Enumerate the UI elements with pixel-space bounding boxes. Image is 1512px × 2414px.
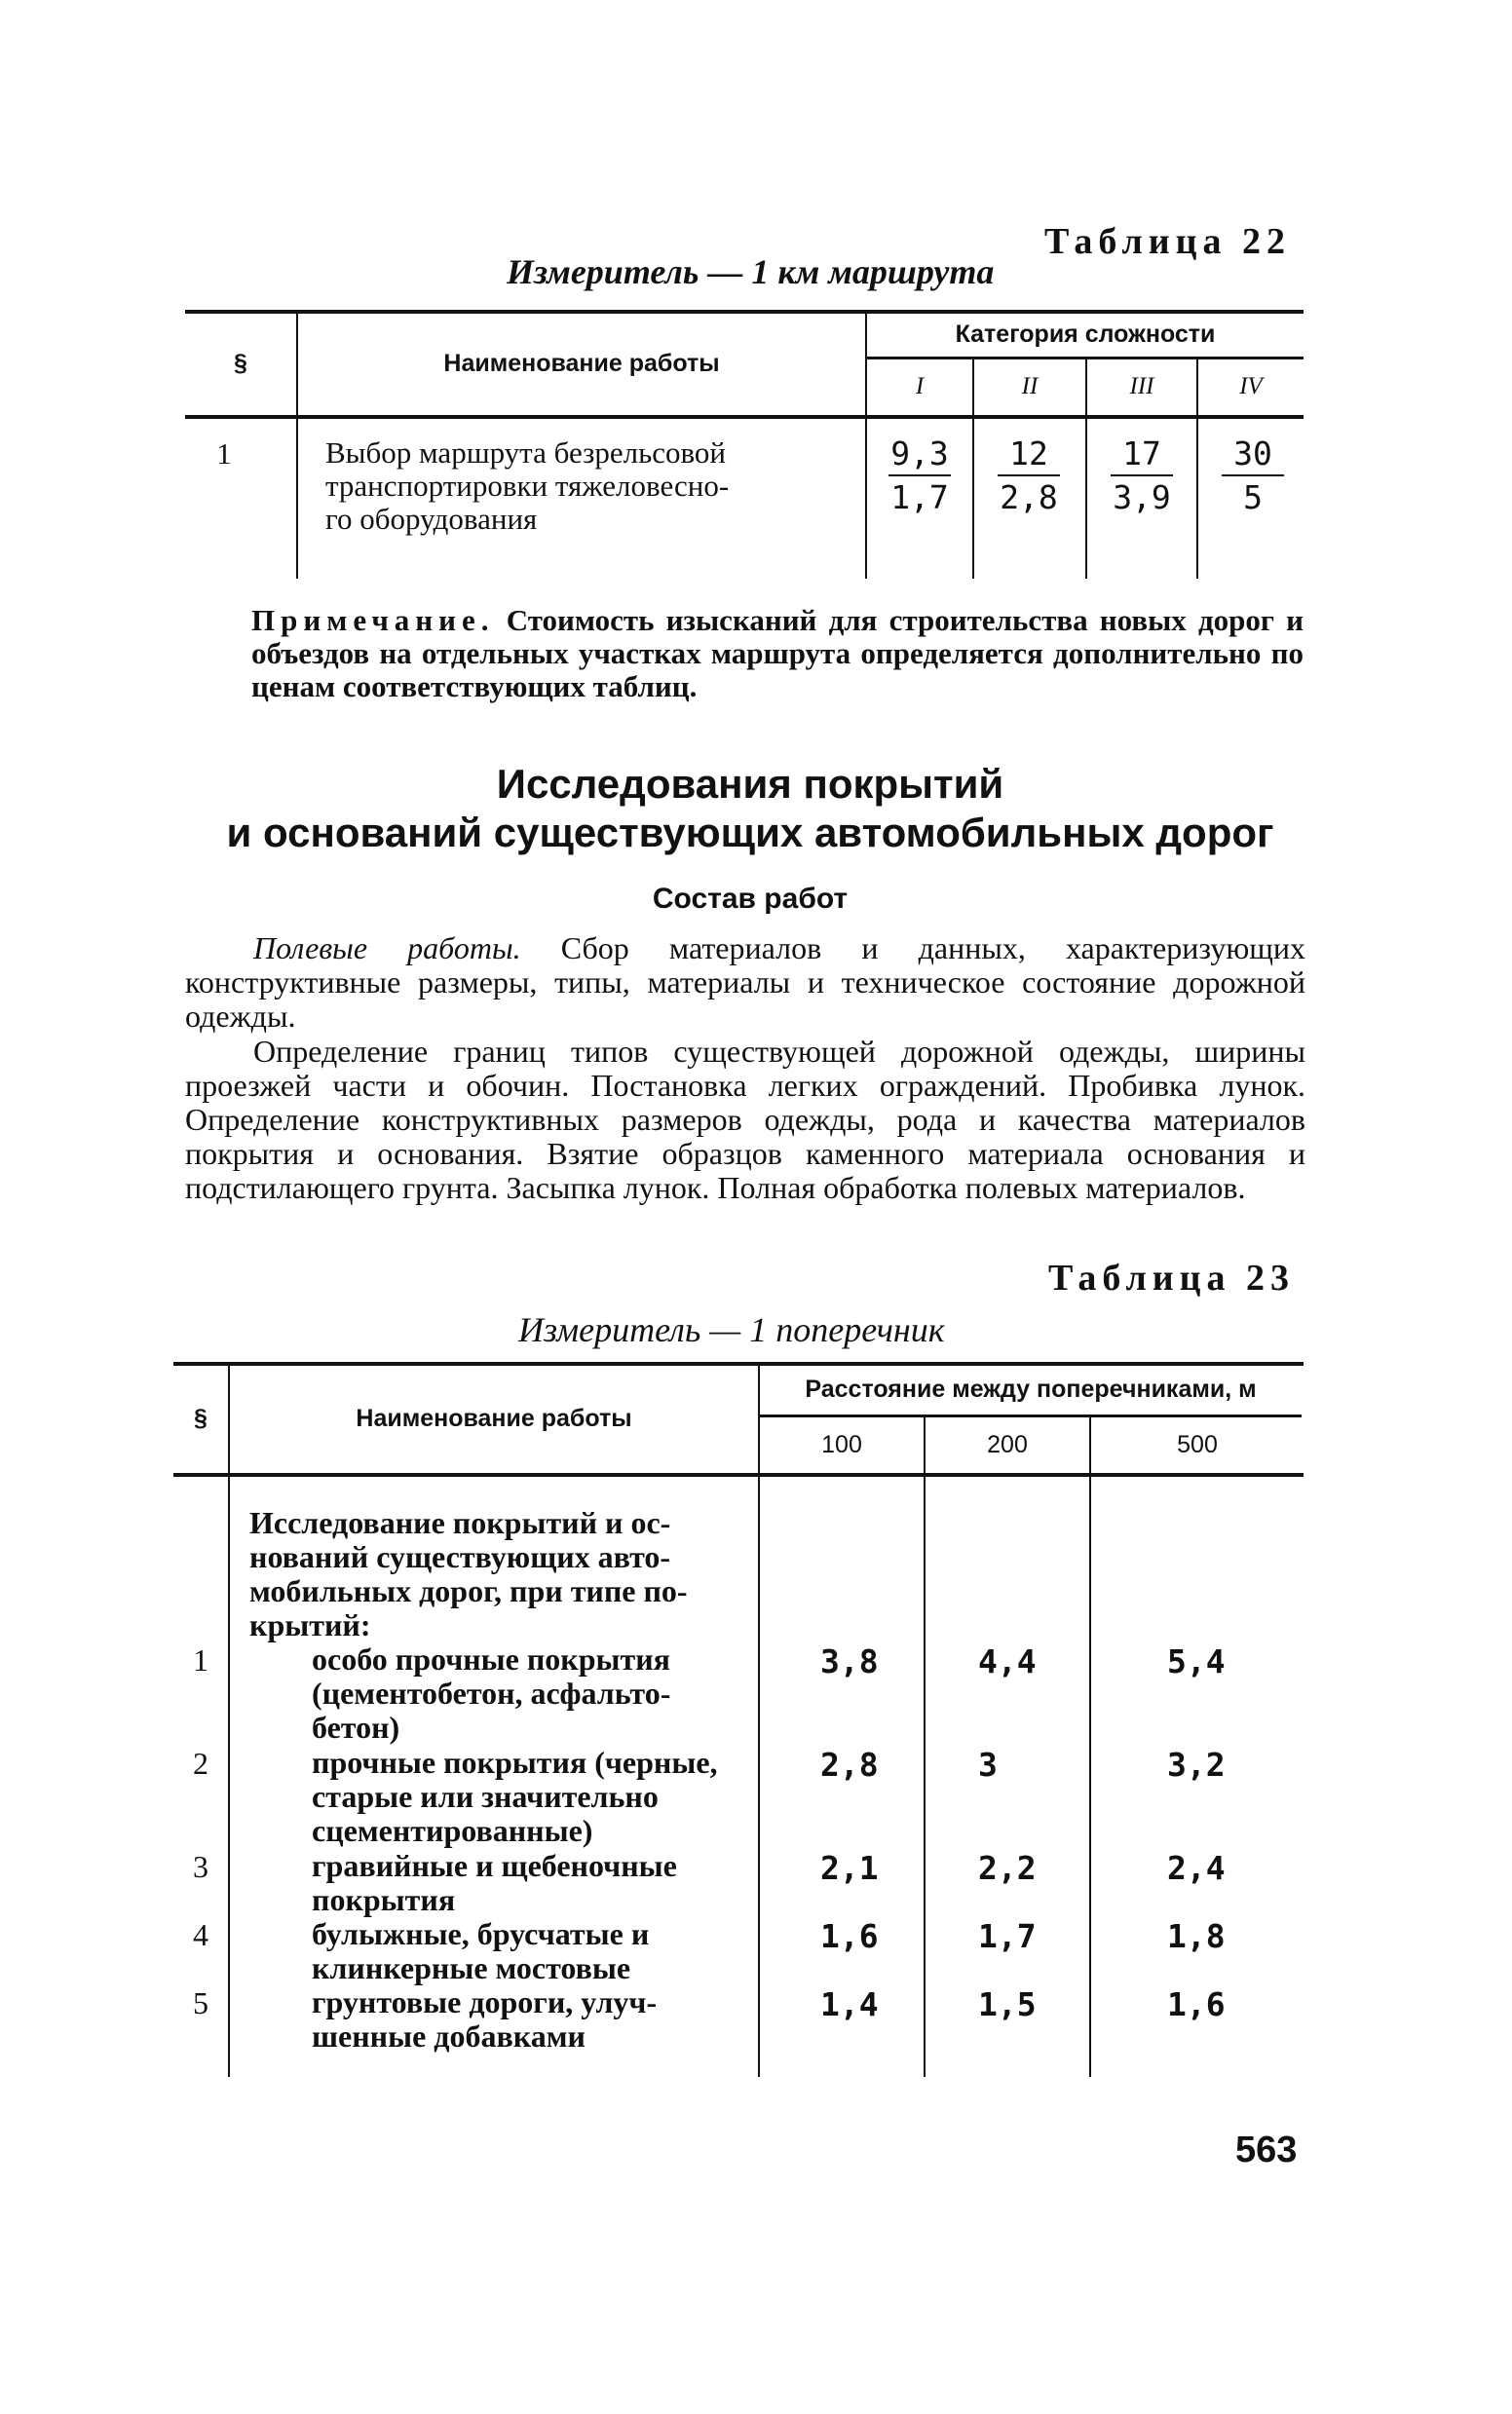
- table-23-row-index: 5: [193, 1985, 208, 2020]
- table-23-intro-line: Исследование покрытий и ос-: [249, 1505, 671, 1540]
- table-23-measure: Измеритель — 1 поперечник: [518, 1310, 945, 1349]
- fraction-bar: [998, 474, 1060, 476]
- table-23-value-200: 2,2: [978, 1849, 1037, 1887]
- paragraph-text: Сбор материалов и данных, характеризующих конструктивные размеры, типы, материалы и техническое состояние дорожной одежды.: [185, 930, 1306, 1034]
- table-23-row-name-line: гравийные и щебеночные: [312, 1848, 677, 1883]
- table-23-value-100: 2,1: [820, 1849, 879, 1887]
- page-number: 563: [1235, 2130, 1298, 2170]
- table-23-row-name-line: клинкерные мостовые: [312, 1950, 631, 1985]
- fraction-numerator: 9,3: [890, 434, 949, 472]
- table-22-value-cat-4: [1216, 434, 1290, 516]
- fraction-bar: [888, 474, 951, 476]
- table-23-header-dist-200: 200: [987, 1430, 1028, 1458]
- table-22-note: [251, 604, 1304, 703]
- table-23-row-name-line: булыжные, брусчатые и: [312, 1916, 650, 1951]
- table-23-value-100: 1,4: [820, 1985, 879, 2023]
- table-23-value-200: 1,7: [978, 1917, 1037, 1955]
- paragraph-work-list: Определение границ типов существующей дорожной одежды, ширины проезжей части и обочин. Постановка легких ограждений. Пробивка лунок. Определение конструктивных размеров одежды, рода и качества материалов покрытия и основания. Взятие образцов каменного материала основания и подстилающего грунта. Засыпка лунок. Полная обработка полевых материалов.: [185, 1034, 1305, 1205]
- table-23-row-name: [312, 1746, 750, 1848]
- paragraph-lead: Полевые работы.: [253, 930, 521, 965]
- table-23-row-name: [312, 1642, 750, 1745]
- fraction-bar: [1111, 474, 1173, 476]
- table-23-row-name-line: грунтовые дороги, улуч-: [312, 1984, 658, 2019]
- table-22-header-cat-4: IV: [1239, 373, 1263, 399]
- table-23-row-name-line: сцементированные): [312, 1813, 593, 1848]
- fraction-numerator: 17: [1122, 434, 1161, 472]
- table-23-value-100: 2,8: [820, 1746, 879, 1784]
- table-22-value-cat-3: [1105, 434, 1179, 516]
- table-22-header-name: Наименование работы: [443, 349, 720, 377]
- table-22-row-name-line: го оборудования: [325, 502, 538, 536]
- table-23-value-500: 1,8: [1167, 1917, 1226, 1955]
- table-22-caption: Таблица 22: [1044, 221, 1292, 262]
- section-title-line-2: и оснований существующих автомобильных дорог: [226, 810, 1274, 855]
- table-22-header-bottom-rule: [185, 415, 1304, 419]
- fraction-denominator: 2,8: [1000, 478, 1058, 516]
- table-23-value-200: 3: [978, 1746, 998, 1784]
- table-23-row-index: 3: [193, 1849, 208, 1884]
- table-22-value-cat-1: [883, 434, 957, 516]
- table-23-row-name: [312, 1985, 750, 2054]
- table-23-intro-line: крытий:: [249, 1607, 371, 1642]
- section-title-line-1: Исследования покрытий: [496, 761, 1004, 807]
- table-23-row-name-line: шенные добавками: [312, 2018, 586, 2054]
- table-23-vrule: [924, 1416, 926, 2077]
- fraction-denominator: 3,9: [1113, 478, 1171, 516]
- table-23-row-name-line: прочные покрытия (черные,: [312, 1745, 718, 1780]
- paragraph-field-work: [185, 931, 1305, 1034]
- table-23-caption: Таблица 23: [1048, 1258, 1296, 1299]
- table-22-header-section: §: [234, 349, 247, 377]
- table-23-header-dist-500: 500: [1177, 1430, 1218, 1458]
- table-23-row-name-line: особо прочные покрытия: [312, 1641, 670, 1677]
- table-22-value-cat-2: [992, 434, 1066, 516]
- fraction-numerator: 30: [1233, 434, 1272, 472]
- table-22-row-name-line: Выбор маршрута безрельсовой: [325, 435, 726, 470]
- table-23-value-100: 3,8: [820, 1642, 879, 1680]
- table-23-header-name: Наименование работы: [356, 1404, 632, 1432]
- table-23-header-section: §: [194, 1404, 208, 1432]
- table-22-header-cat-2: II: [1021, 373, 1039, 399]
- table-23-value-100: 1,6: [820, 1917, 879, 1955]
- fraction-bar: [1222, 474, 1284, 476]
- table-23-row-index: 1: [193, 1642, 208, 1678]
- table-23-header-dist-100: 100: [821, 1430, 862, 1458]
- table-23-header-bottom-rule: [173, 1473, 1304, 1477]
- table-23-intro-line: мобильных дорог, при типе по-: [249, 1573, 688, 1608]
- fraction-denominator: 5: [1243, 478, 1263, 516]
- table-23-value-200: 1,5: [978, 1985, 1037, 2023]
- fraction-numerator: 12: [1009, 434, 1048, 472]
- table-23-row-name-line: покрытия: [312, 1882, 456, 1917]
- table-22-measure: Измеритель — 1 км маршрута: [507, 252, 995, 291]
- table-22-row-name-line: транспортировки тяжеловесно-: [325, 469, 730, 503]
- table-23-value-500: 5,4: [1167, 1642, 1226, 1680]
- table-23-row-name-line: старые или значительно: [312, 1779, 659, 1814]
- note-text: Стоимость изысканий для строительства новых дорог и объездов на отдельных участках маршрута определяется дополнительно по ценам соответствующих таблиц.: [251, 603, 1304, 703]
- table-23-row-name-line: (цементобетон, асфальто-: [312, 1676, 671, 1711]
- note-lead: Примечание.: [251, 603, 495, 637]
- table-22-header-category: Категория сложности: [955, 320, 1216, 348]
- table-23-row-name-line: бетон): [312, 1710, 400, 1745]
- table-23-vrule: [1089, 1416, 1091, 2077]
- table-23-row-name: [312, 1849, 750, 1917]
- table-23-intro: [249, 1506, 746, 1642]
- table-22-row-index: 1: [216, 436, 232, 471]
- table-23-row-name: [312, 1917, 750, 1985]
- table-22-header-cat-3: III: [1129, 373, 1154, 399]
- table-23-row-index: 4: [193, 1917, 208, 1952]
- table-23-header-distance: Расстояние между поперечниками, м: [805, 1375, 1257, 1403]
- table-22-header-cat-1: I: [915, 373, 925, 399]
- section-subtitle: Состав работ: [652, 883, 849, 915]
- table-23-value-500: 1,6: [1167, 1985, 1226, 2023]
- table-23-value-200: 4,4: [978, 1642, 1037, 1680]
- table-23-value-500: 3,2: [1167, 1746, 1226, 1784]
- table-23-intro-line: нований существующих авто-: [249, 1539, 671, 1574]
- table-23-row-index: 2: [193, 1746, 208, 1781]
- table-23-value-500: 2,4: [1167, 1849, 1226, 1887]
- fraction-denominator: 1,7: [890, 478, 949, 516]
- table-22-row-name: [325, 436, 851, 536]
